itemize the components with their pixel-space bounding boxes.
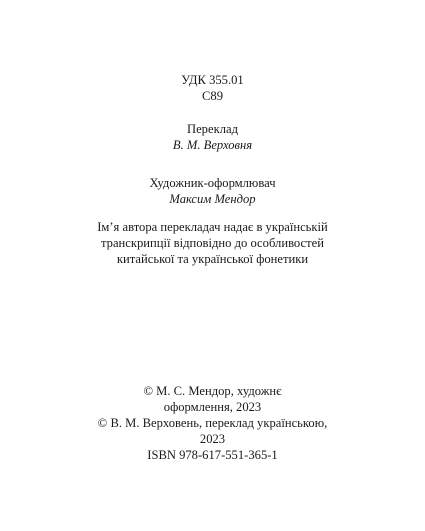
- isbn: ISBN 978-617-551-365-1: [147, 448, 278, 462]
- translation-label: Переклад: [187, 122, 238, 136]
- transcription-note: [0, 219, 425, 267]
- author-mark: С89: [202, 89, 223, 103]
- artist-credit: [0, 175, 425, 207]
- translator-name: В. М. Верховня: [172, 138, 253, 152]
- translation-credit: [0, 121, 425, 153]
- udk-code: УДК 355.01: [181, 73, 244, 87]
- copyright-line: © М. С. Мендор, художнє: [143, 384, 282, 398]
- copyright-line: оформлення, 2023: [163, 400, 262, 414]
- note-line: транскрипції відповідно до особливостей: [101, 236, 324, 250]
- classification-block: [0, 72, 425, 104]
- note-line: Ім’я автора перекладач надає в українській: [97, 220, 328, 234]
- copyright-line: 2023: [199, 432, 226, 446]
- artist-label: Художник-оформлювач: [149, 176, 276, 190]
- note-line: китайської та української фонетики: [116, 252, 309, 266]
- copyright-line: © В. М. Верховень, переклад українською,: [97, 416, 328, 430]
- copyright-block: [0, 383, 425, 463]
- artist-name: Максим Мендор: [169, 192, 256, 206]
